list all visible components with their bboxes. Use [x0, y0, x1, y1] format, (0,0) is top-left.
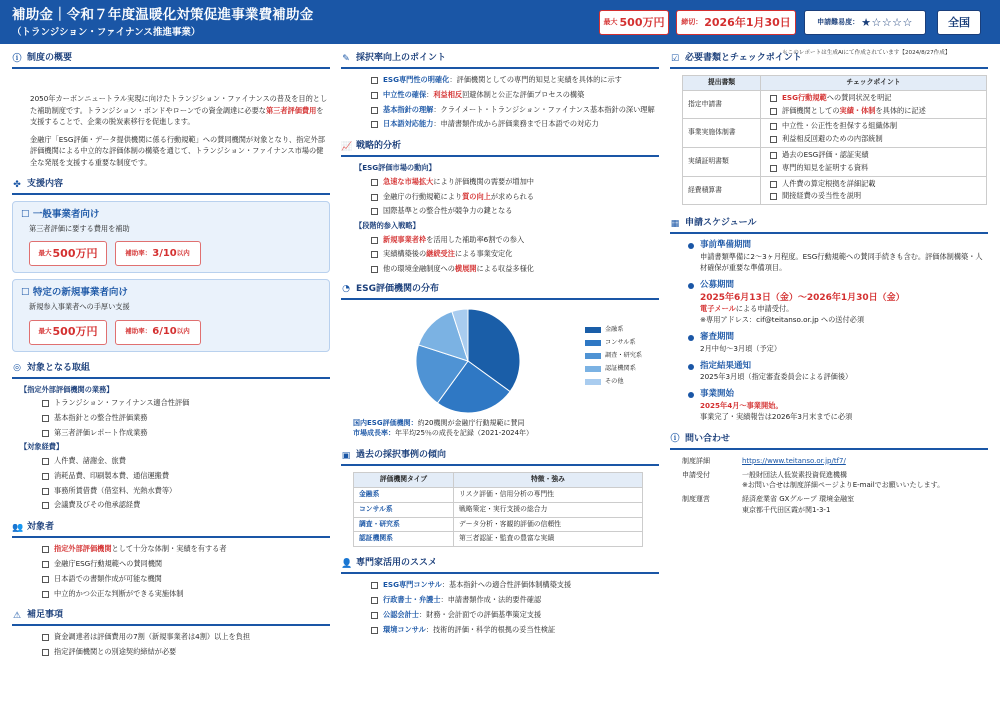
table-row: 経費積算書 人件費の算定根拠を詳細記載 間接経費の妥当性を説明 [683, 176, 987, 205]
table-row: 指定申請書 ESG行動規範への賛同状況を明記 評価機関としての実績・体制を具体的に記述 [683, 90, 987, 119]
list-item: 指定評価機関との別途契約締結が必要 [42, 647, 330, 658]
list-item: ESG専門コンサル：基本指針への適合性評価体制構築支援 [371, 580, 659, 591]
checklist-icon: ☑ [670, 53, 680, 64]
amount-pill: 最大 500万円 [29, 241, 107, 266]
overview-heading: ⓘ 制度の概要 [12, 52, 330, 69]
right-column [670, 52, 988, 516]
table-row: 金融系 リスク評価・信用分析の専門性 [354, 487, 643, 502]
chart-line-icon: 📈 [341, 141, 353, 152]
handshake-icon: ✤ [13, 179, 21, 190]
support-heading: ✤ 支援内容 [12, 178, 330, 195]
info-icon: ⓘ [12, 53, 22, 64]
list-item: 実績構築後の継続受注による事業安定化 [371, 249, 659, 260]
list-item: 消耗品費、印刷製本費、通信運搬費 [42, 471, 330, 482]
docs-table: 提出書類 チェックポイント 指定申請書 ESG行動規範への賛同状況を明記 評価機関としての実績・体制を具体的に記述 事業実施体制書 中立性・公正性を担保する組織体制 利益相反回避のための内部統制 実績証明書類 過去のESG評価・認証実績 専門的知見を証明する資料 経費積算書 人件費の算定根拠を詳細記載 間接経費の妥当性を説明 [682, 75, 987, 205]
list-item: 事務所賃借費（借室料、光熱水費等） [42, 486, 330, 497]
past-cases-heading: ▣ 過去の採択事例の傾向 [341, 449, 659, 466]
timeline-item: 審査期間 2月中旬〜3月頃（予定） [690, 332, 988, 355]
list-item: 急速な市場拡大により評価機関の需要が増加中 [371, 177, 659, 188]
calendar-icon: ▦ [670, 218, 680, 229]
list-item: 指定外部評価機関として十分な体制・実績を有する者 [42, 544, 330, 555]
user-tie-icon: 👤 [341, 558, 353, 569]
amount-pill: 最大 500万円 [29, 320, 107, 345]
list-item: 日本語での書類作成が可能な機関 [42, 574, 330, 585]
list-item: 基本指針との整合性評価業務 [42, 413, 330, 424]
list-item: 中立性の確保：利益相反回避体制と公正な評価プロセスの構築 [371, 90, 659, 101]
list-item: 他の環境金融制度への横展開による収益多様化 [371, 264, 659, 275]
warning-icon: ⚠ [12, 610, 22, 621]
notes-heading: ⚠ 補足事項 [12, 609, 330, 626]
table-row: コンサル系 戦略策定・実行支援の総合力 [354, 502, 643, 517]
past-cases-table: 評価機関タイプ 特徴・強み 金融系 リスク評価・信用分析の専門性 コンサル系 戦略策定・実行支援の総合力 調査・研究系 データ分析・客観的評価の信頼性 認証機関系 第三者認証・監査の豊富な実績 [353, 472, 643, 547]
list-item: 環境コンサル：技術的評価・科学的根拠の妥当性検証 [371, 625, 659, 636]
overview-p1: 2050年カーボンニュートラル実現に向けたトランジション・ファイナンスの普及を目的とした補助制度です。トランジション・ボンドやローンでの資金調達に必要な第三者評価費用を支援することで、企業の脱炭素移行を促進します。 [30, 94, 328, 127]
table-row: 事業実施体制書 中立性・公正性を担保する組織体制 利益相反回避のための内部統制 [683, 119, 987, 148]
page-subtitle: （トランジション・ファイナンス推進事業） [12, 27, 201, 38]
list-item: 国際基準との整合性が競争力の鍵となる [371, 206, 659, 217]
lightbulb-icon: ✎ [342, 53, 350, 64]
deadline-badge: 締切： 2026年1月30日 [676, 10, 796, 35]
points-heading: ✎ 採択率向上のポイント [341, 52, 659, 69]
list-item: 基本指針の理解：クライメート・トランジション・ファイナンス基本指針の深い理解 [371, 105, 659, 116]
contact-heading: ⓘ 問い合わせ [670, 433, 988, 450]
docs-heading: ☑ 必要書類とチェックポイント [670, 52, 988, 69]
left-column: ⓘ 制度の概要 2050年カーボンニュートラル実現に向けたトランジション・ファイナンスの普及を目的とした補助制度です。トランジション・ボンドやローンでの資金調達に必要な第三者評価費用を支援することで、企業の脱炭素移行を促進します。 金融庁「ESG評価・データ提供機関に係る行動規範」への賛同機関が対象となり、指定外部評価機関による中立的な評価体制の構築を通じて、トランジション・ファイナンス市場の健全な発展を支援する重要な制度です。 ✤ 支援内容 ☐ 一般事業者向け 第三者評価に要する費用を補助 最大 500万円 補助率： 3/10 以内 ☐ 特定の新規事業者向け 新規参入事業者への手厚い支援 最大 500万円 補助率： 6/10 以内 ◎ 対象となる取組 【指定外部評価機関の業務】 トランジション・ファイナンス適合性評価 基本指針との整合性評価業務 第三者評価レポート作成業務 【対象経費】 人件費、諸謝金、旅費 消耗品費、印刷製本費、通信運搬費 事務所賃借費（借室料、光熱水費等） 会議費及びその他承認経費 👥 対象者 指定外部評価機関として十分な体制・実績を有する者 金融庁ESG行動規範への賛同機関 日本語での書類作成が可能な機関 中立的かつ公正な判断ができる実施体制 ⚠ 補足事項 資金調達者は評価費用の7割（新規事業者は4割）以上を負担 指定評価機関との別途契約締結が必要 [12, 52, 330, 662]
list-item: ESG専門性の明確化：評価機関としての専門的知見と実績を具体的に示す [371, 75, 659, 86]
list-item: 日本語対応能力：申請書類作成から評価業務まで日本語での対応力 [371, 119, 659, 130]
list-item: 中立的かつ公正な判断ができる実施体制 [42, 589, 330, 600]
list-item: 会議費及びその他承認経費 [42, 500, 330, 511]
info-icon: ⓘ [670, 434, 680, 445]
list-item: 新規事業者枠を活用した補助率6割での参入 [371, 235, 659, 246]
history-icon: ▣ [341, 450, 351, 461]
middle-column: ✎ 採択率向上のポイント ESG専門性の明確化：評価機関としての専門的知見と実績を具体的に示す 中立性の確保：利益相反回避体制と公正な評価プロセスの構築 基本指針の理解：クライメート・トランジション・ファイナンス基本指針の深い理解 日本語対応能力：申請書類作成から評価業務まで日本語での対応力 📈 戦略的分析 【ESG評価市場の動向】 急速な市場拡大により評価機関の需要が増加中 金融庁の行動規範により質の向上が求められる 国際基準との整合性が競争力の鍵となる 【段階的参入戦略】 新規事業者枠を活用した補助率6割での参入 実績構築後の継続受注による事業安定化 他の環境金融制度への横展開による収益多様化 ◔ ESG評価機関の分布 金融系 コンサル系 調査・研究系 認証機関系 その他 国内ESG評価機関：約20機関が金融庁行動規範に賛同 市場成長率：年平均25％の成長を記録（2021-2024年） ▣ 過去の採択事例の傾向 評価機関タイプ 特徴・強み 金融系 リスク評価・信用分析の専門性 コンサル系 戦略策定・実行支援の総合力 調査・研究系 データ分析・客観的評価の信頼性 認証機関系 第三者認証・監査の豊富な実績 👤 専門家活用のススメ ESG専門コンサル：基本指針への適合性評価体制構築支援 行政書士・弁護士：申請書類作成・法的要件確認 公認会計士：財務・会計面での評価基準策定支援 環境コンサル：技術的評価・科学的根拠の妥当性検証 [341, 52, 659, 639]
target-icon: ◎ [13, 363, 21, 374]
list-item: 公認会計士：財務・会計面での評価基準策定支援 [371, 610, 659, 621]
rate-pill: 補助率： 6/10 以内 [115, 320, 201, 345]
page-title: 補助金｜令和７年度温暖化対策促進事業費補助金 [12, 7, 314, 23]
details-link[interactable]: https://www.teitanso.or.jp/tf7/ [742, 456, 846, 465]
list-item: 第三者評価レポート作成業務 [42, 428, 330, 439]
contact-grid: 制度詳細 https://www.teitanso.or.jp/tf7/ 申請受付 一般財団法人低炭素投資促進機構 ※お問い合せは制度詳細ページよりE-mailでお願いいたします。 制度運営 経済産業省 GXグループ 環境金融室 東京都千代田区霞が関1-3-1 [682, 456, 945, 515]
list-item: 行政書士・弁護士：申請書類作成・法的要件確認 [371, 595, 659, 606]
users-icon: 👥 [12, 522, 24, 533]
list-item: 金融庁ESG行動規範への賛同機関 [42, 559, 330, 570]
expert-heading: 👤 専門家活用のススメ [341, 557, 659, 574]
timeline-item: 事業開始 2025年4月〜事業開始。 事業完了・実績報告は2026年3月末までに必須 [690, 389, 988, 422]
list-item: 資金調達者は評価費用の7割（新規事業者は4割）以上を負担 [42, 632, 330, 643]
support-card-new: ☐ 特定の新規事業者向け 新規参入事業者への手厚い支援 最大 500万円 補助率： 6/10 以内 [12, 279, 330, 351]
support-card-general: ☐ 一般事業者向け 第三者評価に要する費用を補助 最大 500万円 補助率： 3/10 以内 [12, 201, 330, 273]
chart-legend [585, 326, 642, 391]
max-amount-badge: 最大 500万円 [599, 10, 669, 35]
list-item: 人件費、諸謝金、旅費 [42, 456, 330, 467]
list-item: トランジション・ファイナンス適合性評価 [42, 398, 330, 409]
timeline-item: 指定結果通知 2025年3月頃（指定審査委員会による評価後） [690, 361, 988, 384]
header-bar [0, 0, 1000, 44]
difficulty-badge: 申請難易度： ★☆☆☆☆ [804, 10, 926, 35]
legend-item: 認証機関系 [585, 365, 642, 374]
region-badge: 全国 [937, 10, 981, 35]
legend-item: 金融系 [585, 326, 642, 335]
pie-chart [413, 306, 523, 416]
distribution-heading: ◔ ESG評価機関の分布 [341, 283, 659, 300]
eligible-heading: 👥 対象者 [12, 521, 330, 538]
ai-note: ＊このレポートは生成AIにて作成されています【2024/8/27作成】 [782, 50, 951, 56]
table-row: 調査・研究系 データ分析・客観的評価の信頼性 [354, 517, 643, 532]
table-row: 実績証明書類 過去のESG評価・認証実績 専門的知見を証明する資料 [683, 148, 987, 177]
legend-item: コンサル系 [585, 339, 642, 348]
strategy-heading: 📈 戦略的分析 [341, 140, 659, 157]
overview-p2: 金融庁「ESG評価・データ提供機関に係る行動規範」への賛同機関が対象となり、指定外部評価機関による中立的な評価体制の構築を通じて、トランジション・ファイナンス市場の健全な発展を支援する重要な制度です。 [30, 134, 325, 167]
pie-chart-area [341, 306, 659, 416]
list-item: 金融庁の行動規範により質の向上が求められる [371, 192, 659, 203]
timeline-item: 公募期間 2025年6月13日（金）〜2026年1月30日（金） 電子メールによる申請受付。 ※専用アドレス：cif@teitanso.or.jp への送付必須 [690, 280, 988, 326]
rate-pill: 補助率： 3/10 以内 [115, 241, 201, 266]
legend-item: その他 [585, 378, 642, 387]
legend-item: 調査・研究系 [585, 352, 642, 361]
timeline-item: 事前準備期間 申請書類準備に2〜3ヶ月程度。ESG行動規範への賛同手続きも含む。評価体制構築・人材確保が重要な準備項目。 [690, 240, 988, 273]
distribution-notes: 国内ESG評価機関：約20機関が金融庁行動規範に賛同 市場成長率：年平均25％の成長を記録（2021-2024年） [353, 418, 534, 438]
table-row: 認証機関系 第三者認証・監査の豊富な実績 [354, 532, 643, 547]
targets-heading: ◎ 対象となる取組 [12, 362, 330, 379]
pie-chart-icon: ◔ [342, 284, 350, 295]
schedule-heading: ▦ 申請スケジュール [670, 217, 988, 234]
